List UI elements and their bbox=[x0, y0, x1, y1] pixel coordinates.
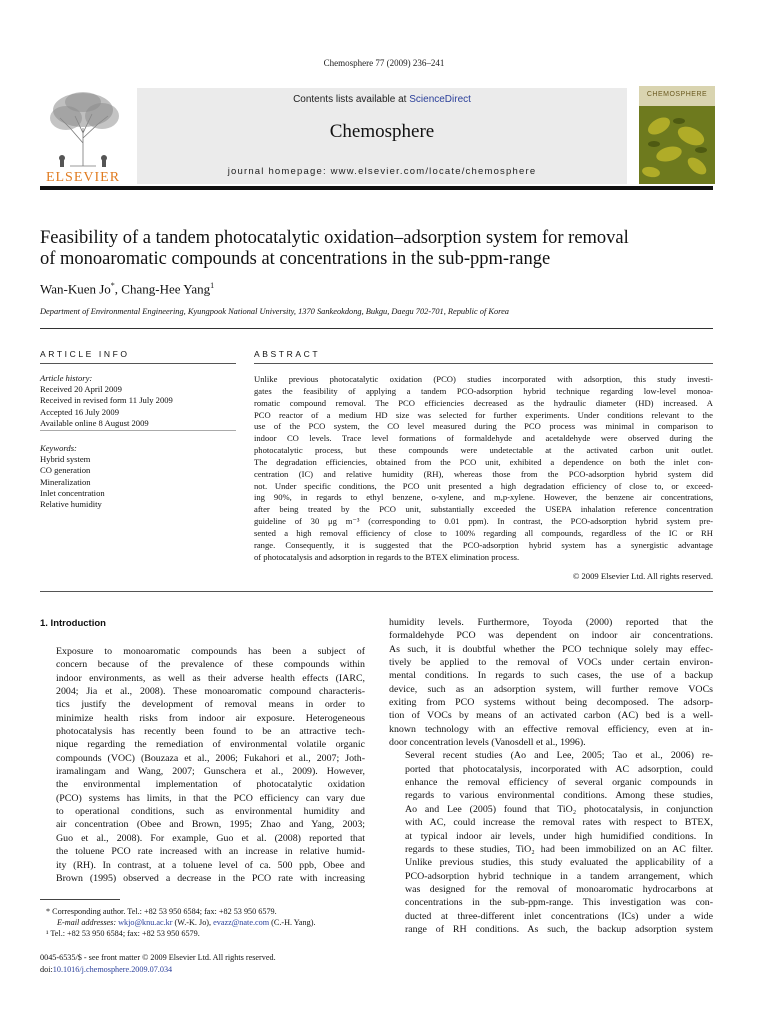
abstract-line: romatic compound removal. The PCO efficiencies decreased as the hydraulic diameter (HD) increased. A bbox=[254, 397, 713, 408]
text-line: indoor environments, as well as their adverse health effects (IARC, bbox=[56, 672, 365, 684]
text-line: Exposure to monoaromatic compounds has been a subject of bbox=[56, 646, 365, 657]
footer-issn: 0045-6535/$ - see front matter © 2009 Elsevier Ltd. All rights reserved. bbox=[40, 953, 276, 962]
author-jo-mark: * bbox=[110, 281, 115, 290]
intro-paragraph-3 bbox=[389, 749, 713, 936]
keyword-item: Hybrid system bbox=[40, 454, 91, 465]
doi-link[interactable]: 10.1016/j.chemosphere.2009.07.034 bbox=[52, 964, 173, 974]
text-line: 2004; Jia et al., 2008). These monoaromatic compound characteris- bbox=[56, 686, 365, 698]
article-info-heading: ARTICLE INFO bbox=[40, 349, 130, 359]
keyword-item: CO generation bbox=[40, 465, 91, 476]
text-line: minimize health risks from indoor air exposure. Heterogeneous bbox=[56, 712, 365, 724]
author-yang-mark: 1 bbox=[210, 281, 215, 290]
text-line: the environmental implementation of photocatalytic oxidation bbox=[56, 779, 365, 791]
abstract-line: Unlike previous photocatalytic oxidation (PCO) studies incorporated with adsorption, this study investi- bbox=[254, 374, 713, 384]
text-line: enhance the removal efficiency of several organic compounds in bbox=[405, 777, 713, 789]
journal-cover[interactable] bbox=[639, 86, 715, 184]
keyword-item: Relative humidity bbox=[40, 499, 102, 510]
abstract-line: centration (IC) and relative humidity (RH), whereas those from the PCO-adsorption hybrid system did bbox=[254, 468, 713, 479]
intro-left-column bbox=[40, 645, 365, 885]
keywords bbox=[40, 443, 236, 510]
elsevier-wordmark: ELSEVIER bbox=[45, 170, 121, 185]
homepage-prefix: journal homepage: bbox=[227, 166, 331, 177]
abstract-line: not. Under specific conditions, the PCO unit presented a high degradation efficiency of close to, or exceed- bbox=[254, 480, 713, 491]
abstract-bottom-rule bbox=[40, 591, 713, 592]
email-jo-name: (W.-K. Jo), bbox=[172, 918, 214, 927]
text-line: Unlike previous studies, this study evaluated the applicability of a bbox=[405, 857, 713, 869]
history-received: Received 20 April 2009 bbox=[40, 384, 122, 395]
history-accepted: Accepted 16 July 2009 bbox=[40, 406, 119, 417]
journal-banner bbox=[137, 88, 627, 184]
text-line: air concentration (Obee and Brown, 1995; Zhao and Yang, 2003; bbox=[56, 819, 365, 831]
abstract-line: indoor CO levels. Trace level formations of formaldehyde and acetaldehyde were observed during the bbox=[254, 433, 713, 444]
section-heading-introduction: 1. Introduction bbox=[40, 618, 106, 629]
article-title bbox=[40, 228, 720, 270]
journal-citation: Chemosphere 77 (2009) 236–241 bbox=[323, 58, 445, 68]
text-line: range of RH conditions. As such, the backup adsorption system bbox=[405, 923, 713, 935]
header-rule bbox=[40, 186, 713, 190]
text-line: door concentration levels (Vanosdell et al., 1996). bbox=[389, 737, 586, 749]
authors bbox=[40, 281, 720, 297]
abstract-copyright: © 2009 Elsevier Ltd. All rights reserved. bbox=[572, 571, 713, 581]
text-line: tics justify the development of removal means in order to bbox=[56, 699, 365, 711]
title-line-2: of monoaromatic compounds at concentrations in the sub-ppm-range bbox=[40, 249, 551, 269]
history-revised: Received in revised form 11 July 2009 bbox=[40, 395, 173, 406]
abstract-heading: ABSTRACT bbox=[254, 349, 321, 359]
intro-paragraph-2 bbox=[389, 616, 713, 749]
abstract-rule bbox=[254, 363, 713, 364]
text-line: Brown (1995) observed a decrease in the PCO rate with increasing bbox=[56, 872, 365, 884]
text-line: ity (RH). In contrast, at a toluene level of ca. 500 ppb, Obee and bbox=[56, 859, 365, 871]
text-line: tively be applied to the removal of VOCs under certain environ- bbox=[389, 657, 713, 669]
footnotes bbox=[40, 906, 365, 939]
text-line: Several recent studies (Ao and Lee, 2005; Tao et al., 2006) re- bbox=[405, 750, 713, 762]
text-line: tion of VOCs by means of an activated carbon (AC) bed is a well- bbox=[389, 710, 713, 722]
keyword-item: Mineralization bbox=[40, 476, 91, 487]
email-yang-name: (C.-H. Yang). bbox=[269, 918, 316, 927]
journal-name: Chemosphere bbox=[329, 121, 435, 142]
text-line: exiting from PCO systems without being decomposed. The adsorp- bbox=[389, 697, 713, 709]
history-online: Available online 8 August 2009 bbox=[40, 417, 149, 428]
title-line-1: Feasibility of a tandem photocatalytic oxidation–adsorption system for removal bbox=[40, 228, 629, 248]
footer-doi bbox=[40, 964, 713, 976]
email-jo-link[interactable]: wkjo@knu.ac.kr bbox=[118, 918, 173, 927]
text-line: Guo et al., 2008). For example, Guo et al. (2008) reported that bbox=[56, 832, 365, 844]
abstract-line: ing 90%, in regards to ethyl benzene, o-xylene, and m,p-xylene. However, the benzene air concentrations, bbox=[254, 492, 713, 503]
abstract-line: sented a high removal efficiency of close to 100% regarding all compounds, regardless of the IC or RH bbox=[254, 527, 713, 538]
text-line: humidity levels. Furthermore, Toyoda (2000) reported that the bbox=[389, 617, 713, 628]
cover-title: CHEMOSPHERE bbox=[646, 91, 708, 98]
contents-available bbox=[137, 94, 627, 105]
text-line: As such, it is doubtful whether the PCO technique solely may effec- bbox=[389, 643, 713, 655]
doi-prefix: doi: bbox=[40, 964, 53, 974]
abstract-line: use of the PCO system, the CO level measured during the PCO process was minimal in comparison to bbox=[254, 421, 713, 432]
keywords-label: Keywords: bbox=[40, 443, 77, 453]
affiliation-rule bbox=[40, 328, 713, 329]
abstract-body bbox=[254, 374, 713, 564]
abstract-line: The degradation efficiencies, obtained from the PCO unit, exhibited a dependence on both the inlet con- bbox=[254, 456, 713, 467]
text-line: (PCO) systems has limits, in that the PCO efficiency can vary due bbox=[56, 792, 365, 804]
footnote-emails bbox=[40, 917, 365, 928]
footnote-rule bbox=[40, 899, 120, 900]
text-line: ported that photocatalysis, incorporated with AC adsorption, could bbox=[405, 763, 713, 775]
article-info-rule bbox=[40, 363, 236, 364]
text-line: to operational conditions, such as environmental humidity and bbox=[56, 806, 365, 818]
text-line: Ao and Lee (2005) found that TiO₂ photocatalysis, in conjunction bbox=[405, 803, 713, 815]
intro-right-column bbox=[389, 616, 713, 936]
elsevier-logo[interactable] bbox=[40, 88, 126, 184]
contents-prefix: Contents lists available at bbox=[293, 94, 410, 105]
abstract-line: guideline of 30 μg m⁻³ (corresponding to 0.01 ppm). In contrast, the PCO-adsorption hybrid system pre- bbox=[254, 516, 713, 527]
abstract-line: PCO reactor of a medium HD size was selected for further experiments. Under conditions relevant to the bbox=[254, 409, 713, 420]
abstract-line: photocatalytic process, but these compounds were undetectable at the activated carbon unit outlet. bbox=[254, 445, 713, 456]
keyword-item: Inlet concentration bbox=[40, 487, 105, 498]
email-label: E-mail addresses: bbox=[57, 918, 119, 927]
abstract-line: after being treated by the PCO unit, substantially exceeded the USEPA inhalation reference concentration bbox=[254, 504, 713, 515]
text-line: device, such as an adsorption system, will further remove VOCs bbox=[389, 683, 713, 695]
history-label: Article history: bbox=[40, 373, 93, 383]
text-line: with AC, could increase the removal rates with respect to BTEX, bbox=[405, 817, 713, 829]
text-line: ducted at three-different inlet concentrations (ICs) under a wide bbox=[405, 910, 713, 922]
text-line: regards to various environmental conditions. Among these studies, bbox=[405, 790, 713, 802]
text-line: regards to these studies, TiO₂ had been immobilized on an AC filter. bbox=[405, 843, 713, 855]
elsevier-tree-icon bbox=[40, 88, 126, 168]
abstract-line: of photocatalysis and adsorption in regards to the BTEX elimination process. bbox=[254, 551, 520, 562]
text-line: PCO-adsorption hybrid technique in a tandem arrangement, which bbox=[405, 870, 713, 882]
abstract-line: range. Consequently, it is suggested that the PCO-adsorption hybrid system has a synergistic advantage bbox=[254, 539, 713, 550]
text-line: compounds (VOC) (Bouzaza et al., 2006; Fukahori et al., 2007; Joth- bbox=[56, 752, 365, 764]
text-line: the toluene PCO rate increased with an increase in relative humid- bbox=[56, 846, 365, 858]
text-line: concentrations in the sub-ppm-range. This investigation was con- bbox=[405, 897, 713, 909]
cover-image-icon bbox=[639, 86, 715, 184]
journal-homepage bbox=[137, 166, 627, 177]
text-line: at typical indoor air levels, under high humidified conditions. In bbox=[405, 830, 713, 842]
text-line: mental conditions. In regards to such cases, the use of a backup bbox=[389, 670, 713, 682]
text-line: iramalingam and Wang, 2007; Gunschera et al., 2009). However, bbox=[56, 766, 365, 778]
text-line: known technology with an effective removal efficiency, even at in- bbox=[389, 723, 713, 735]
homepage-url[interactable]: www.elsevier.com/locate/chemosphere bbox=[330, 166, 537, 177]
text-line: formaldehyde PCO was dependent on indoor air concentrations. bbox=[389, 630, 713, 642]
text-line: nique regarding the remediation of environmental volatile organic bbox=[56, 739, 365, 751]
intro-paragraph-1 bbox=[40, 645, 365, 885]
sciencedirect-link[interactable]: ScienceDirect bbox=[409, 94, 471, 105]
page-footer bbox=[40, 952, 713, 975]
article-history bbox=[40, 373, 236, 429]
abstract-line: gates the feasibility of applying a tandem PCO-adsorption hybrid technique regarding low-level monoa- bbox=[254, 385, 713, 396]
author-jo[interactable]: Wan-Kuen Jo bbox=[40, 281, 111, 297]
text-line: concern because of the prevalence of these compounds within bbox=[56, 659, 365, 671]
author-yang[interactable]: Chang-Hee Yang bbox=[121, 281, 211, 297]
history-rule bbox=[40, 430, 236, 431]
text-line: photocatalysis has recently been found to be an attractive tech- bbox=[56, 726, 365, 738]
email-yang-link[interactable]: evazz@nate.com bbox=[213, 918, 270, 927]
author-separator: , bbox=[114, 281, 122, 297]
text-line: was designed for the removal of monoaromatic hydrocarbons at bbox=[405, 883, 713, 895]
affiliation: Department of Environmental Engineering, Kyungpook National University, 1370 Sankeokdong, Bukgu, Daegu 702-701, Republic of Korea bbox=[40, 307, 509, 316]
footnote-corresponding: * Corresponding author. Tel.: +82 53 950 6584; fax: +82 53 950 6579. bbox=[46, 907, 277, 916]
footnote-yang: ¹ Tel.: +82 53 950 6584; fax: +82 53 950 6579. bbox=[46, 929, 200, 938]
